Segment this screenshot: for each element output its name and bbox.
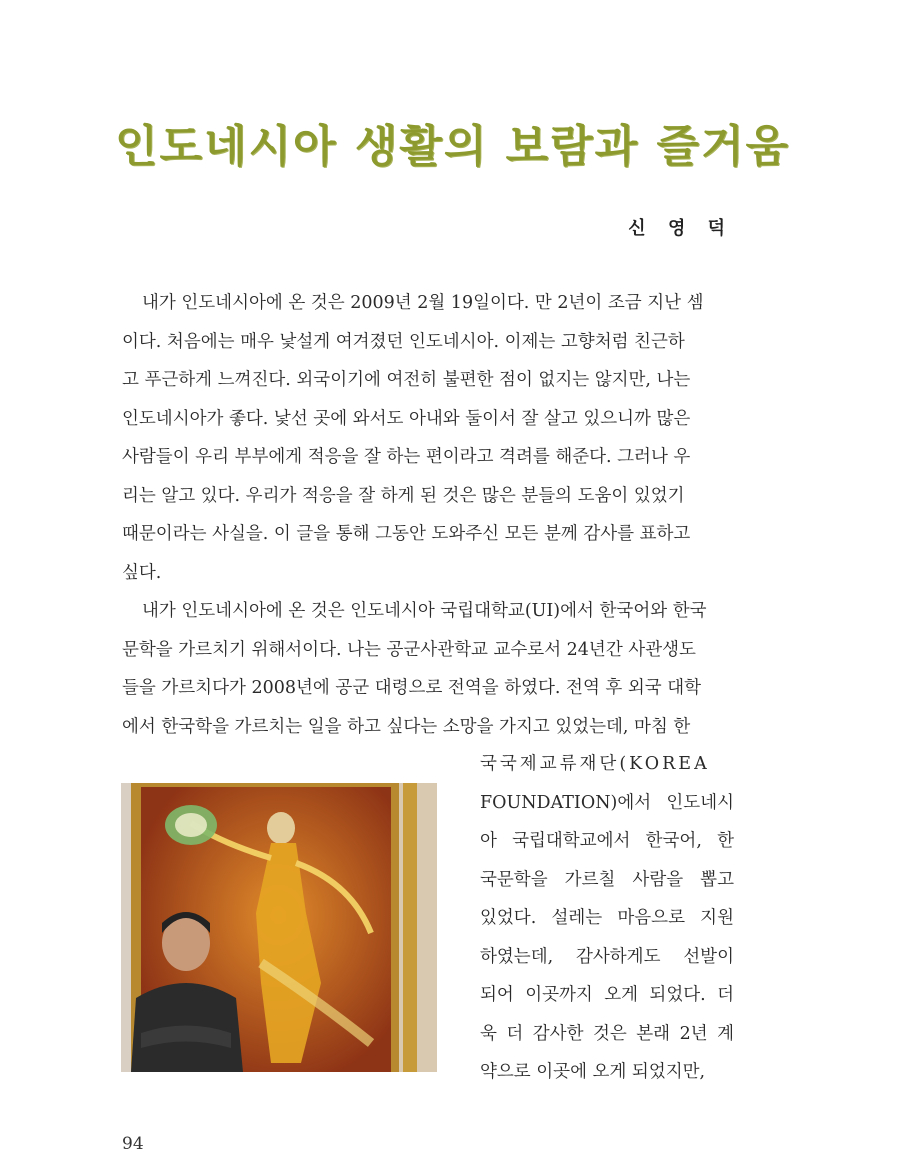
text-line: 싶다. <box>122 562 162 583</box>
text-line: 인도네시아가 좋다. 낯선 곳에 와서도 아내와 둘이서 잘 살고 있으니까 많은 <box>122 408 691 429</box>
author-photo <box>121 783 437 1072</box>
page-number: 94 <box>122 1134 144 1154</box>
text-line: 국국제교류재단(KOREA <box>480 754 710 774</box>
article-body <box>122 284 734 746</box>
paragraph-1 <box>122 284 734 592</box>
text-line: FOUNDATION)에서 인도네시 <box>480 792 734 813</box>
text-line: 사람들이 우리 부부에게 적응을 잘 하는 편이라고 격려를 해준다. 그러나 우 <box>122 447 691 467</box>
text-line: 들을 가르치다가 2008년에 공군 대령으로 전역을 하였다. 전역 후 외국 대학 <box>122 678 702 698</box>
text-line: 리는 알고 있다. 우리가 적응을 잘 하게 된 것은 많은 분들의 도움이 있었기 <box>122 485 685 506</box>
paragraph-2 <box>122 592 734 746</box>
text-line: 에서 한국학을 가르치는 일을 하고 싶다는 소망을 가지고 있었는데, 마침 한 <box>122 716 691 737</box>
text-line: 내가 인도네시아에 온 것은 2009년 2월 19일이다. 만 2년이 조금 지난 셈 <box>142 293 704 313</box>
text-line: 약으로 이곳에 오게 되었지만, <box>480 1062 706 1082</box>
painting-photo-illustration <box>121 783 437 1072</box>
text-line: 하였는데, 감사하게도 선발이 <box>480 946 734 967</box>
text-line: 고 푸근하게 느껴진다. 외국이기에 여전히 불편한 점이 없지는 않지만, 나는 <box>122 370 691 390</box>
text-line: 있었다. 설레는 마음으로 지원 <box>480 908 734 928</box>
text-line: 내가 인도네시아에 온 것은 인도네시아 국립대학교(UI)에서 한국어와 한국 <box>142 601 707 621</box>
text-line: 되어 이곳까지 오게 되었다. 더 <box>480 985 734 1005</box>
text-line: 욱 더 감사한 것은 본래 2년 계 <box>480 1023 734 1044</box>
text-line: 때문이라는 사실을. 이 글을 통해 그동안 도와주신 모든 분께 감사를 표하고 <box>122 524 691 544</box>
text-line: 문학을 가르치기 위해서이다. 나는 공군사관학교 교수로서 24년간 사관생도 <box>122 639 696 660</box>
wrapped-text-column <box>480 745 734 1092</box>
text-line: 이다. 처음에는 매우 낯설게 여겨졌던 인도네시아. 이제는 고향처럼 친근하 <box>122 331 685 352</box>
author-name: 신 영 덕 <box>628 218 733 239</box>
article-title: 인도네시아 생활의 보람과 즐거움 <box>114 121 790 172</box>
text-line: 아 국립대학교에서 한국어, 한 <box>480 831 734 851</box>
text-line: 국문학을 가르칠 사람을 뽑고 <box>480 869 734 890</box>
